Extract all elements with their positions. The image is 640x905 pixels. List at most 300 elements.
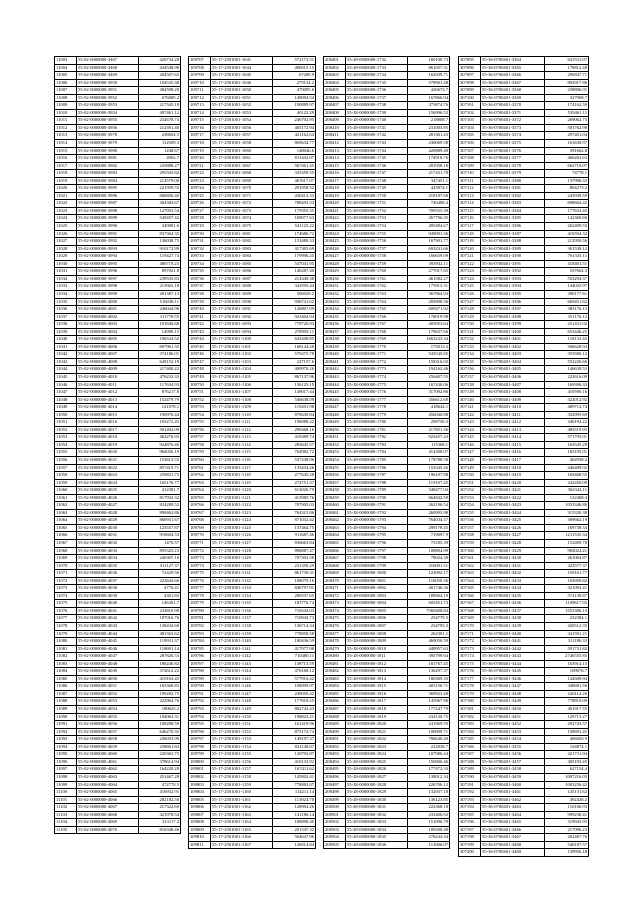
- cadastral-number-cell: 55-36-0700401-3462: [481, 796, 545, 804]
- row-id-cell: 307166: [459, 592, 481, 600]
- row-id-cell: 11023: [55, 207, 77, 215]
- row-id-cell: 109740: [189, 306, 211, 314]
- value-cell: 258661.84: [139, 743, 181, 751]
- value-cell: 1097216.03: [545, 773, 589, 781]
- cadastral-number-cell: 55-36-0700401-3457: [481, 758, 545, 766]
- cadastral-number-cell: 55-02-0000000-4065: [77, 789, 139, 797]
- table-row: [189, 841, 316, 849]
- cadastral-number-cell: 55-17-2501001-1155: [211, 751, 273, 759]
- cadastral-number-cell: 55-02-0000000-4008: [77, 358, 139, 366]
- value-cell: 137464.75: [273, 524, 316, 532]
- row-id-cell: 109730: [189, 230, 211, 238]
- table-row: [459, 690, 589, 698]
- row-id-cell: 208474: [324, 607, 346, 615]
- row-id-cell: 208482: [324, 668, 346, 676]
- row-id-cell: 208479: [324, 645, 346, 653]
- cadastral-number-cell: 55-17-2501001-1073: [211, 207, 273, 215]
- cadastral-number-cell: 55-36-0700401-3422: [481, 494, 545, 502]
- table-row: [324, 615, 450, 623]
- cadastral-number-cell: 55-02-0000000-4043: [77, 623, 139, 631]
- row-id-cell: 307155: [459, 509, 481, 517]
- cadastral-number-cell: 55-17-2501001-1145: [211, 675, 273, 683]
- value-cell: 260993.98: [408, 509, 450, 517]
- value-cell: 323577.37: [545, 562, 589, 570]
- value-cell: 202487.76: [545, 834, 589, 842]
- row-id-cell: 109783: [189, 630, 211, 638]
- row-id-cell: 11062: [55, 502, 77, 510]
- value-cell: 156996.52: [408, 109, 450, 117]
- cadastral-number-cell: 55-02-0000000-4016: [77, 419, 139, 427]
- cadastral-number-cell: 55-28-0000000-1782: [346, 434, 408, 442]
- cadastral-number-cell: 55-17-2501001-1136: [211, 607, 273, 615]
- table-row: [324, 389, 450, 397]
- value-cell: 139956.18: [545, 849, 589, 857]
- value-cell: 645208.85: [273, 336, 316, 344]
- row-id-cell: 208403: [324, 72, 346, 80]
- value-cell: 174162.59: [545, 102, 589, 110]
- cadastral-number-cell: 55-36-0700401-3417: [481, 456, 545, 464]
- cadastral-number-cell: 55-28-0000000-1795: [346, 532, 408, 540]
- value-cell: 469056.59: [408, 638, 450, 646]
- table-row: [189, 615, 316, 623]
- row-id-cell: 307175: [459, 660, 481, 668]
- row-id-cell: 208464: [324, 532, 346, 540]
- cadastral-number-cell: 55-02-0000000-4037: [77, 577, 139, 585]
- table-row: [459, 698, 589, 706]
- row-id-cell: 208447: [324, 404, 346, 412]
- row-id-cell: 208444: [324, 381, 346, 389]
- cadastral-number-cell: 55-36-0700401-3396: [481, 298, 545, 306]
- cadastral-number-cell: 55-28-0000000-1751: [346, 200, 408, 208]
- row-id-cell: 208485: [324, 690, 346, 698]
- cadastral-number-cell: 55-02-0000000-3995: [77, 260, 139, 268]
- table-row: [55, 540, 181, 548]
- cadastral-number-cell: 55-28-0000000-1826: [346, 766, 408, 774]
- cadastral-number-cell: 55-17-2501001-1146: [211, 683, 273, 691]
- value-cell: 876217.8: [139, 389, 181, 397]
- cadastral-number-cell: 55-36-0700401-3425: [481, 517, 545, 525]
- row-id-cell: 11011: [55, 117, 77, 125]
- row-id-cell: 109786: [189, 653, 211, 661]
- value-cell: 280537.65: [273, 592, 316, 600]
- table-row: [324, 396, 450, 404]
- table-row: [189, 555, 316, 563]
- cadastral-number-cell: 55-17-2501001-1068: [211, 170, 273, 178]
- cadastral-number-cell: 55-02-0000000-3987: [77, 200, 139, 208]
- row-id-cell: 307132: [459, 336, 481, 344]
- cadastral-number-cell: 55-02-0000000-3950: [77, 79, 139, 87]
- table-row: [55, 404, 181, 412]
- row-id-cell: 307141: [459, 404, 481, 412]
- row-id-cell: 307134: [459, 351, 481, 359]
- row-id-cell: 11029: [55, 253, 77, 261]
- row-id-cell: 208416: [324, 170, 346, 178]
- value-cell: 340194.22: [545, 419, 589, 427]
- value-cell: 347451.1: [408, 177, 450, 185]
- value-cell: 567461.45: [273, 162, 316, 170]
- row-id-cell: 11103: [55, 811, 77, 819]
- row-id-cell: 307101: [459, 102, 481, 110]
- table-row: [189, 540, 316, 548]
- table-row: [189, 396, 316, 404]
- value-cell: 964056.19: [139, 449, 181, 457]
- cadastral-number-cell: 55-28-0000000-1764: [346, 298, 408, 306]
- value-cell: 391662.8: [545, 147, 589, 155]
- table-row: [459, 155, 589, 163]
- cadastral-number-cell: 55-17-2501001-1150: [211, 713, 273, 721]
- cadastral-number-cell: 55-02-0000000-4057: [77, 728, 139, 736]
- row-id-cell: 208453: [324, 449, 346, 457]
- row-id-cell: 109801: [189, 766, 211, 774]
- cadastral-number-cell: 55-02-0000000-3951: [77, 87, 139, 95]
- value-cell: 410389.74: [273, 434, 316, 442]
- value-cell: 341591.21: [545, 630, 589, 638]
- cadastral-number-cell: 55-17-2501001-1083: [211, 245, 273, 253]
- table-row: [55, 517, 181, 525]
- cadastral-number-cell: 55-36-0700401-3402: [481, 343, 545, 351]
- value-cell: 259831.75: [139, 472, 181, 480]
- value-cell: 549457.42: [139, 215, 181, 223]
- value-cell: 697961.35: [139, 343, 181, 351]
- table-row: [55, 758, 181, 766]
- table-row: [459, 449, 589, 457]
- row-id-cell: 109722: [189, 170, 211, 178]
- table-row: [324, 524, 450, 532]
- document-page: [54, 56, 588, 855]
- table-row: [55, 170, 181, 178]
- cadastral-number-cell: 55-28-0000000-1832: [346, 811, 408, 819]
- value-cell: 169077.63: [273, 215, 316, 223]
- table-row: [189, 373, 316, 381]
- value-cell: 557664.3: [545, 268, 589, 276]
- row-id-cell: 307177: [459, 675, 481, 683]
- table-row: [55, 728, 181, 736]
- table-row: [189, 343, 316, 351]
- cadastral-number-cell: 55-28-0000000-1767: [346, 321, 408, 329]
- value-cell: 242450.09: [545, 479, 589, 487]
- row-id-cell: 208458: [324, 487, 346, 495]
- row-id-cell: 109796: [189, 728, 211, 736]
- table-row: [324, 638, 450, 646]
- row-id-cell: 307176: [459, 668, 481, 676]
- value-cell: 483519.95: [545, 426, 589, 434]
- table-row: [459, 796, 589, 804]
- cadastral-number-cell: 55-17-2501001-1081: [211, 230, 273, 238]
- row-id-cell: 307194: [459, 804, 481, 812]
- cadastral-number-cell: 55-17-2501001-1122: [211, 502, 273, 510]
- cadastral-number-cell: 55-17-2501001-1092: [211, 313, 273, 321]
- row-id-cell: 307154: [459, 502, 481, 510]
- table-row: [324, 275, 450, 283]
- value-cell: 578901.48: [408, 79, 450, 87]
- table-row: [55, 147, 181, 155]
- value-cell: 153480.33: [273, 238, 316, 246]
- table-row: [459, 434, 589, 442]
- row-id-cell: 307108: [459, 155, 481, 163]
- value-cell: 788493.53: [273, 200, 316, 208]
- table-row: [459, 207, 589, 215]
- row-id-cell: 109736: [189, 275, 211, 283]
- value-cell: 126807.09: [273, 306, 316, 314]
- table-row: [459, 275, 589, 283]
- row-id-cell: 208493: [324, 751, 346, 759]
- table-row: [459, 64, 589, 72]
- value-cell: 177633.45: [545, 207, 589, 215]
- value-cell: 372612.22: [139, 668, 181, 676]
- value-cell: 161419.96: [273, 721, 316, 729]
- row-id-cell: 208437: [324, 328, 346, 336]
- cadastral-number-cell: 55-02-0000000-4038: [77, 585, 139, 593]
- table-row: [459, 260, 589, 268]
- row-id-cell: 11057: [55, 464, 77, 472]
- cadastral-number-cell: 55-28-0000000-1800: [346, 570, 408, 578]
- value-cell: 230069.58: [408, 140, 450, 148]
- table-row: [459, 517, 589, 525]
- row-id-cell: 11034: [55, 290, 77, 298]
- value-cell: 4776.41: [139, 585, 181, 593]
- cadastral-number-cell: 55-28-0000000-1828: [346, 781, 408, 789]
- row-id-cell: 11014: [55, 140, 77, 148]
- row-id-cell: 109758: [189, 441, 211, 449]
- table-row: [459, 328, 589, 336]
- cadastral-number-cell: 55-28-0000000-1819: [346, 713, 408, 721]
- table-row: [459, 94, 589, 102]
- row-id-cell: 11016: [55, 155, 77, 163]
- table-row: [55, 275, 181, 283]
- table-row: [55, 321, 181, 329]
- value-cell: 218808.7: [408, 117, 450, 125]
- table-row: [324, 472, 450, 480]
- table-row: [189, 260, 316, 268]
- table-row: [459, 373, 589, 381]
- cadastral-number-cell: 55-36-0700401-3394: [481, 283, 545, 291]
- cadastral-number-cell: 55-28-0000000-1827: [346, 773, 408, 781]
- row-id-cell: 208457: [324, 479, 346, 487]
- value-cell: 14990.15: [139, 328, 181, 336]
- table-row: [189, 660, 316, 668]
- value-cell: 145131.62: [545, 789, 589, 797]
- value-cell: 78024.39: [408, 555, 450, 563]
- table-row: [189, 796, 316, 804]
- cadastral-number-cell: 55-36-0700401-3421: [481, 487, 545, 495]
- value-cell: 191840.68: [139, 321, 181, 329]
- cadastral-number-cell: 55-36-0700401-3414: [481, 434, 545, 442]
- value-cell: 137996.33: [545, 177, 589, 185]
- value-cell: 189208.48: [408, 826, 450, 834]
- cadastral-number-cell: 55-17-2501001-1163: [211, 811, 273, 819]
- cadastral-number-cell: 55-17-2501001-1160: [211, 789, 273, 797]
- value-cell: 217545.18: [139, 102, 181, 110]
- table-row: [189, 728, 316, 736]
- table-row: [189, 509, 316, 517]
- value-cell: 123092.17: [408, 570, 450, 578]
- row-id-cell: 307196: [459, 819, 481, 827]
- table-row: [459, 773, 589, 781]
- cadastral-number-cell: 55-02-0000000-4058: [77, 736, 139, 744]
- cadastral-number-cell: 55-02-0000000-4025: [77, 487, 139, 495]
- row-id-cell: 11104: [55, 819, 77, 827]
- table-row: [324, 517, 450, 525]
- value-cell: 837364.35: [139, 230, 181, 238]
- cadastral-number-cell: 55-36-0700401-3364: [481, 57, 545, 65]
- table-row: [324, 781, 450, 789]
- table-row: [55, 555, 181, 563]
- row-id-cell: 307178: [459, 683, 481, 691]
- row-id-cell: 11048: [55, 396, 77, 404]
- value-cell: 327968.7: [545, 94, 589, 102]
- value-cell: 241969.59: [408, 721, 450, 729]
- value-cell: 292743.57: [545, 721, 589, 729]
- value-cell: 605451.73: [408, 600, 450, 608]
- table-row: [189, 207, 316, 215]
- row-id-cell: 208424: [324, 230, 346, 238]
- value-cell: 466263.63: [545, 155, 589, 163]
- table-row: [55, 155, 181, 163]
- row-id-cell: 11075: [55, 600, 77, 608]
- row-id-cell: 11088: [55, 698, 77, 706]
- cadastral-number-cell: 55-36-0700401-3449: [481, 698, 545, 706]
- value-cell: 911687.46: [273, 532, 316, 540]
- value-cell: 627154.4: [545, 766, 589, 774]
- cadastral-number-cell: 55-36-0700401-3423: [481, 502, 545, 510]
- row-id-cell: 11015: [55, 147, 77, 155]
- row-id-cell: 109809: [189, 826, 211, 834]
- row-id-cell: 307124: [459, 275, 481, 283]
- table-row: [459, 841, 589, 849]
- cadastral-number-cell: 55-17-2501001-1061: [211, 155, 273, 163]
- cadastral-number-cell: 55-17-2501001-1094: [211, 328, 273, 336]
- table-row: [324, 343, 450, 351]
- table-row: [324, 502, 450, 510]
- cadastral-number-cell: 55-28-0000000-1823: [346, 743, 408, 751]
- cadastral-number-cell: 55-02-0000000-4066: [77, 796, 139, 804]
- cadastral-number-cell: 55-17-2501001-1133: [211, 585, 273, 593]
- value-cell: 646270.35: [139, 728, 181, 736]
- value-cell: 136123.85: [408, 796, 450, 804]
- table-row: [324, 215, 450, 223]
- cadastral-number-cell: 55-17-2501001-1148: [211, 698, 273, 706]
- table-row: [324, 834, 450, 842]
- table-row: [55, 87, 181, 95]
- row-id-cell: 307142: [459, 411, 481, 419]
- value-cell: 481363.62: [139, 630, 181, 638]
- row-id-cell: 307105: [459, 132, 481, 140]
- row-id-cell: 11054: [55, 441, 77, 449]
- value-cell: 566628.94: [545, 343, 589, 351]
- table-row: [324, 804, 450, 812]
- table-row: [55, 57, 181, 65]
- row-id-cell: 11096: [55, 758, 77, 766]
- cadastral-number-cell: 55-02-0000000-3999: [77, 290, 139, 298]
- cadastral-number-cell: 55-17-2501001-1134: [211, 592, 273, 600]
- table-row: [459, 789, 589, 797]
- table-row: [189, 592, 316, 600]
- value-cell: 811432.87: [273, 155, 316, 163]
- table-row: [324, 540, 450, 548]
- cadastral-number-cell: 55-02-0000000-3986: [77, 192, 139, 200]
- value-cell: 233406.92: [408, 811, 450, 819]
- table-row: [55, 207, 181, 215]
- value-cell: 142609.94: [545, 675, 589, 683]
- row-id-cell: 307144: [459, 426, 481, 434]
- table-row: [324, 411, 450, 419]
- table-row: [55, 713, 181, 721]
- cadastral-number-cell: 55-36-0700401-3446: [481, 675, 545, 683]
- value-cell: 686856.40: [139, 192, 181, 200]
- row-id-cell: 307168: [459, 607, 481, 615]
- table-row: [324, 592, 450, 600]
- cadastral-number-cell: 55-36-0700401-3399: [481, 321, 545, 329]
- cadastral-number-cell: 55-17-2501001-1154: [211, 743, 273, 751]
- table-row: [324, 283, 450, 291]
- row-id-cell: 109734: [189, 260, 211, 268]
- value-cell: 861657.31: [408, 64, 450, 72]
- table-row: [324, 660, 450, 668]
- value-cell: 1211535.34: [545, 532, 589, 540]
- row-id-cell: 11095: [55, 751, 77, 759]
- table-row: [459, 132, 589, 140]
- row-id-cell: 208408: [324, 109, 346, 117]
- cadastral-number-cell: 55-02-0000000-4030: [77, 524, 139, 532]
- row-id-cell: 307097: [459, 72, 481, 80]
- cadastral-number-cell: 55-28-0000000-1742: [346, 132, 408, 140]
- value-cell: 256407.55: [408, 373, 450, 381]
- value-cell: 489712.74: [545, 404, 589, 412]
- cadastral-number-cell: 55-36-0700401-3441: [481, 638, 545, 646]
- value-cell: 145967.96: [408, 698, 450, 706]
- cadastral-number-cell: 55-02-0000000-3981: [77, 155, 139, 163]
- cadastral-number-cell: 55-17-2501001-1119: [211, 479, 273, 487]
- cadastral-number-cell: 55-17-2501001-1152: [211, 728, 273, 736]
- cadastral-number-cell: 55-17-2501001-1060: [211, 147, 273, 155]
- cadastral-number-cell: 55-36-0700401-3404: [481, 358, 545, 366]
- table-row: [324, 683, 450, 691]
- row-id-cell: 109713: [189, 102, 211, 110]
- cadastral-number-cell: 55-28-0000000-1805: [346, 607, 408, 615]
- cadastral-number-cell: 55-17-2501001-1056: [211, 124, 273, 132]
- value-cell: 122468.4: [545, 494, 589, 502]
- value-cell: 817932.32: [139, 494, 181, 502]
- row-id-cell: 307110: [459, 170, 481, 178]
- value-cell: 103272.45: [139, 419, 181, 427]
- row-id-cell: 307158: [459, 532, 481, 540]
- row-id-cell: 11024: [55, 215, 77, 223]
- row-id-cell: 208410: [324, 124, 346, 132]
- row-id-cell: 307135: [459, 358, 481, 366]
- table-row: [189, 638, 316, 646]
- value-cell: 175013.3: [408, 343, 450, 351]
- value-cell: 159161.77: [545, 570, 589, 578]
- table-row: [55, 623, 181, 631]
- table-row: [324, 811, 450, 819]
- table-row: [189, 766, 316, 774]
- table-row: [459, 668, 589, 676]
- cadastral-number-cell: 55-36-0700401-3456: [481, 751, 545, 759]
- value-cell: 128904.26: [273, 804, 316, 812]
- cadastral-number-cell: 55-02-0000000-3979: [77, 140, 139, 148]
- value-cell: 2746555.85: [545, 653, 589, 661]
- row-id-cell: 307122: [459, 260, 481, 268]
- value-cell: 414308.07: [408, 449, 450, 457]
- value-cell: 212391.40: [139, 124, 181, 132]
- value-cell: 709555.39: [408, 207, 450, 215]
- table-row: [459, 675, 589, 683]
- cadastral-number-cell: 55-17-2501001-1131: [211, 570, 273, 578]
- row-id-cell: 208503: [324, 826, 346, 834]
- cadastral-number-cell: 55-17-2501001-1070: [211, 185, 273, 193]
- cadastral-number-cell: 55-28-0000000-1749: [346, 185, 408, 193]
- cadastral-number-cell: 55-36-0700401-3413: [481, 426, 545, 434]
